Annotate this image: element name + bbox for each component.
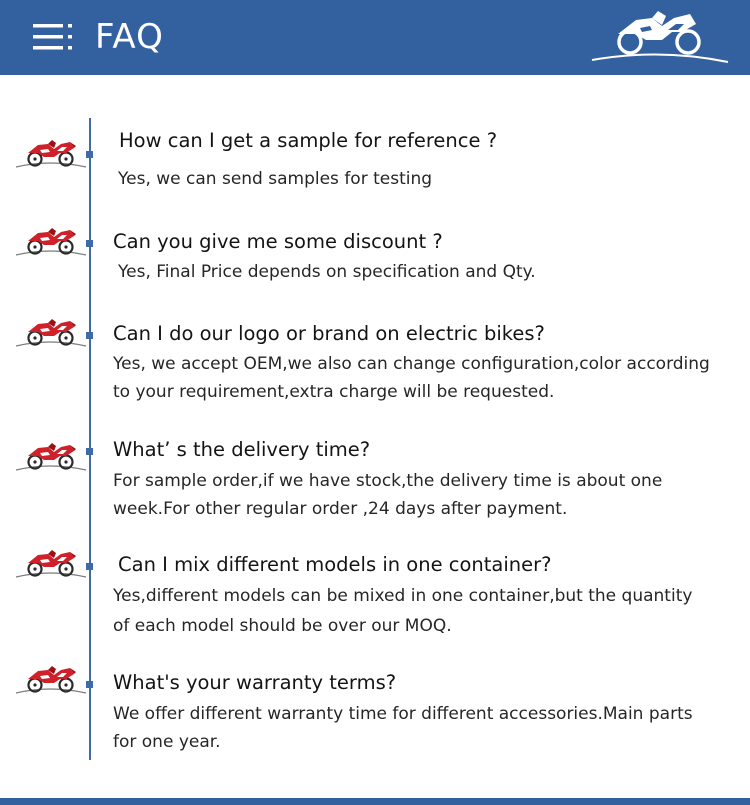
page-title: FAQ — [95, 17, 164, 57]
faq-question: What’ s the delivery time? — [113, 438, 371, 461]
faq-answer: Yes, Final Price depends on specification and Qty. — [118, 262, 536, 282]
motorbike-icon — [14, 138, 88, 170]
faq-answer: Yes,different models can be mixed in one container,but the quantity of each model should be over our MOQ. — [113, 586, 693, 636]
motorbike-icon — [14, 226, 88, 258]
faq-answer: We offer different warranty time for different accessories.Main parts for one year. — [113, 704, 693, 752]
timeline-dot — [86, 563, 93, 570]
timeline-dot — [86, 332, 93, 339]
motorbike-logo-icon — [590, 8, 730, 66]
menu-list-icon — [33, 24, 77, 50]
timeline-line — [89, 118, 91, 760]
motorbike-icon — [14, 317, 88, 349]
faq-question: Can you give me some discount ? — [113, 230, 443, 253]
motorbike-icon — [14, 548, 88, 580]
header-bar — [0, 0, 750, 75]
faq-question: Can I do our logo or brand on electric bikes? — [113, 322, 545, 345]
faq-question: What's your warranty terms? — [113, 671, 397, 694]
footer-bar — [0, 798, 750, 805]
faq-question: How can I get a sample for reference ? — [119, 129, 498, 152]
timeline-dot — [86, 448, 93, 455]
faq-answer: For sample order,if we have stock,the delivery time is about one week.For other regular order ,24 days after payment. — [113, 471, 663, 519]
timeline-dot — [86, 681, 93, 688]
motorbike-icon — [14, 664, 88, 696]
faq-answer: Yes, we accept OEM,we also can change configuration,color according to your requirement,extra charge will be requested. — [113, 354, 710, 402]
faq-answer: Yes, we can send samples for testing — [118, 169, 433, 189]
faq-question: Can I mix different models in one container? — [118, 553, 552, 576]
timeline-dot — [86, 240, 93, 247]
motorbike-icon — [14, 441, 88, 473]
timeline-dot — [86, 151, 93, 158]
